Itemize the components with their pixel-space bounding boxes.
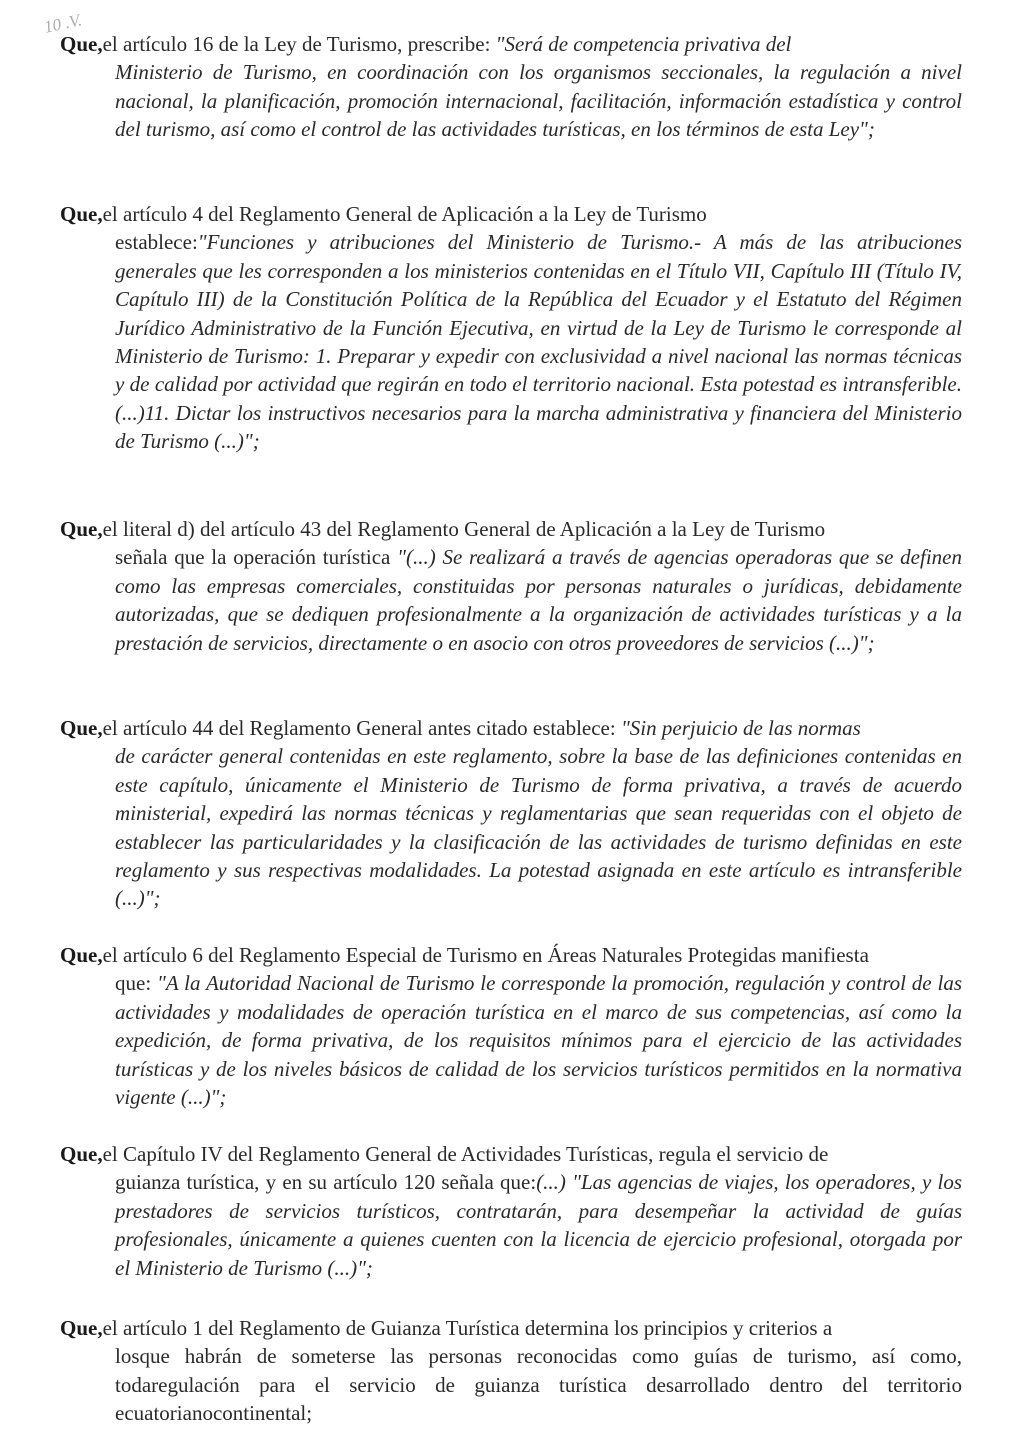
clause-keyword: Que,	[60, 716, 103, 740]
clause-text: establece:	[115, 230, 198, 255]
clause-body	[115, 969, 962, 1111]
clause-first-line	[60, 200, 962, 228]
clause-keyword: Que,	[60, 1142, 103, 1166]
clause-body	[115, 1168, 962, 1282]
clause-text: el artículo 44 del Reglamento General antes citado establece:	[102, 716, 616, 740]
clause-keyword: Que,	[60, 202, 103, 226]
clause-keyword: Que,	[60, 517, 103, 541]
clause-first-line	[60, 941, 962, 969]
whereas-clause-2	[60, 200, 962, 456]
clause-first-line	[60, 30, 962, 58]
clause-keyword: Que,	[60, 1316, 103, 1340]
clause-quote: (...) "Las agencias de viajes, los operadores, y los prestadores de servicios turísticos, contratarán, para desempeñar la actividad de guías profesionales, únicamente a quienes cuenten con la licencia de ejercicio profesional, otorgada por el Ministerio de Turismo (...)";	[115, 1170, 962, 1280]
clause-text: guianza turística, y en su artículo 120 señala que:	[115, 1170, 537, 1195]
whereas-clause-3	[60, 515, 962, 657]
clause-quote: "Funciones y atribuciones del Ministerio de Turismo.- A más de las atribuciones generales que les corresponden a los ministerios contenidas en el Título VII, Capítulo III (Título IV, Capítulo III) de la Constitución Política de la República del Ecuador y el Estatuto del Régimen Jurídico Administrativo de la Función Ejecutiva, en virtud de la Ley de Turismo le corresponde al Ministerio de Turismo: 1. Preparar y expedir con exclusividad a nivel nacional las normas técnicas y de calidad por actividad que regirán en todo el territorio nacional. Esta potestad es intransferible. (...)11. Dictar los instructivos necesarios para la marcha administrativa y financiera del Ministerio de Turismo (...)";	[115, 230, 962, 454]
clause-text: el artículo 4 del Reglamento General de Aplicación a la Ley de Turismo	[102, 202, 707, 226]
whereas-clause-6	[60, 1140, 962, 1282]
clause-quote: "A la Autoridad Nacional de Turismo le corresponde la promoción, regulación y control de las actividades y modalidades de operación turística en el marco de sus competencias, así como la expedición, de forma privativa, de los requisitos mínimos para el ejercicio de las actividades turísticas y de los niveles básicos de calidad de los servicios turísticos permitidos en la normativa vigente (...)";	[115, 971, 962, 1110]
whereas-clause-5	[60, 941, 962, 1111]
whereas-clause-4	[60, 714, 962, 913]
clause-quote: "Sin perjuicio de las normas	[620, 716, 861, 740]
clause-first-line	[60, 714, 962, 742]
clause-text: señala que la operación turística	[115, 545, 391, 570]
clause-first-line	[60, 1140, 962, 1168]
clause-quote: Ministerio de Turismo, en coordinación con los organismos seccionales, la regulación a nivel nacional, la planificación, promoción internacional, facilitación, información estadística y control del turismo, así como el control de las actividades turísticas, en los términos de esta Ley";	[115, 60, 962, 142]
clause-text: el artículo 6 del Reglamento Especial de Turismo en Áreas Naturales Protegidas manifiesta	[102, 943, 869, 967]
clause-quote: "(...) Se realizará a través de agencias operadoras que se definen como las empresas comerciales, constituidas por personas naturales o jurídicas, debidamente autorizadas, que se dediquen profesionalmente a la organización de actividades turísticas y a la prestación de servicios, directamente o en asocio con otros proveedores de servicios (...)";	[115, 545, 962, 655]
clause-body	[115, 742, 962, 912]
clause-text: el artículo 1 del Reglamento de Guianza Turística determina los principios y criterios a	[102, 1316, 833, 1340]
clause-body	[115, 1342, 962, 1427]
clause-body	[115, 543, 962, 657]
clause-text: losque habrán de someterse las personas reconocidas como guías de turismo, así como, todaregulación para el servicio de guianza turística desarrollado dentro del territorio ecuatorianocontinental;	[115, 1344, 962, 1426]
clause-keyword: Que,	[60, 32, 103, 56]
clause-quote: "Será de competencia privativa del	[495, 32, 792, 56]
clause-text: que:	[115, 971, 152, 996]
clause-body	[115, 58, 962, 143]
clause-first-line	[60, 1314, 962, 1342]
clause-first-line	[60, 515, 962, 543]
clause-text: el literal d) del artículo 43 del Reglamento General de Aplicación a la Ley de Turismo	[102, 517, 826, 541]
whereas-clause-7	[60, 1314, 962, 1428]
clause-keyword: Que,	[60, 943, 103, 967]
clause-text: el artículo 16 de la Ley de Turismo, prescribe:	[102, 32, 491, 56]
clause-body	[115, 228, 962, 455]
clause-quote: de carácter general contenidas en este reglamento, sobre la base de las definiciones contenidas en este capítulo, únicamente el Ministerio de Turismo de forma privativa, a través de acuerdo ministerial, expedirá las normas técnicas y reglamentarias que sean requeridas con el objeto de establecer las particularidades y la clasificación de las actividades de turismo definidas en este reglamento y sus respectivas modalidades. La potestad asignada en este artículo es intransferible (...)";	[115, 744, 962, 911]
whereas-clause-1	[60, 30, 962, 144]
clause-text: el Capítulo IV del Reglamento General de Actividades Turísticas, regula el servicio de	[102, 1142, 829, 1166]
handwritten-mark: 10 .V.	[42, 10, 84, 37]
